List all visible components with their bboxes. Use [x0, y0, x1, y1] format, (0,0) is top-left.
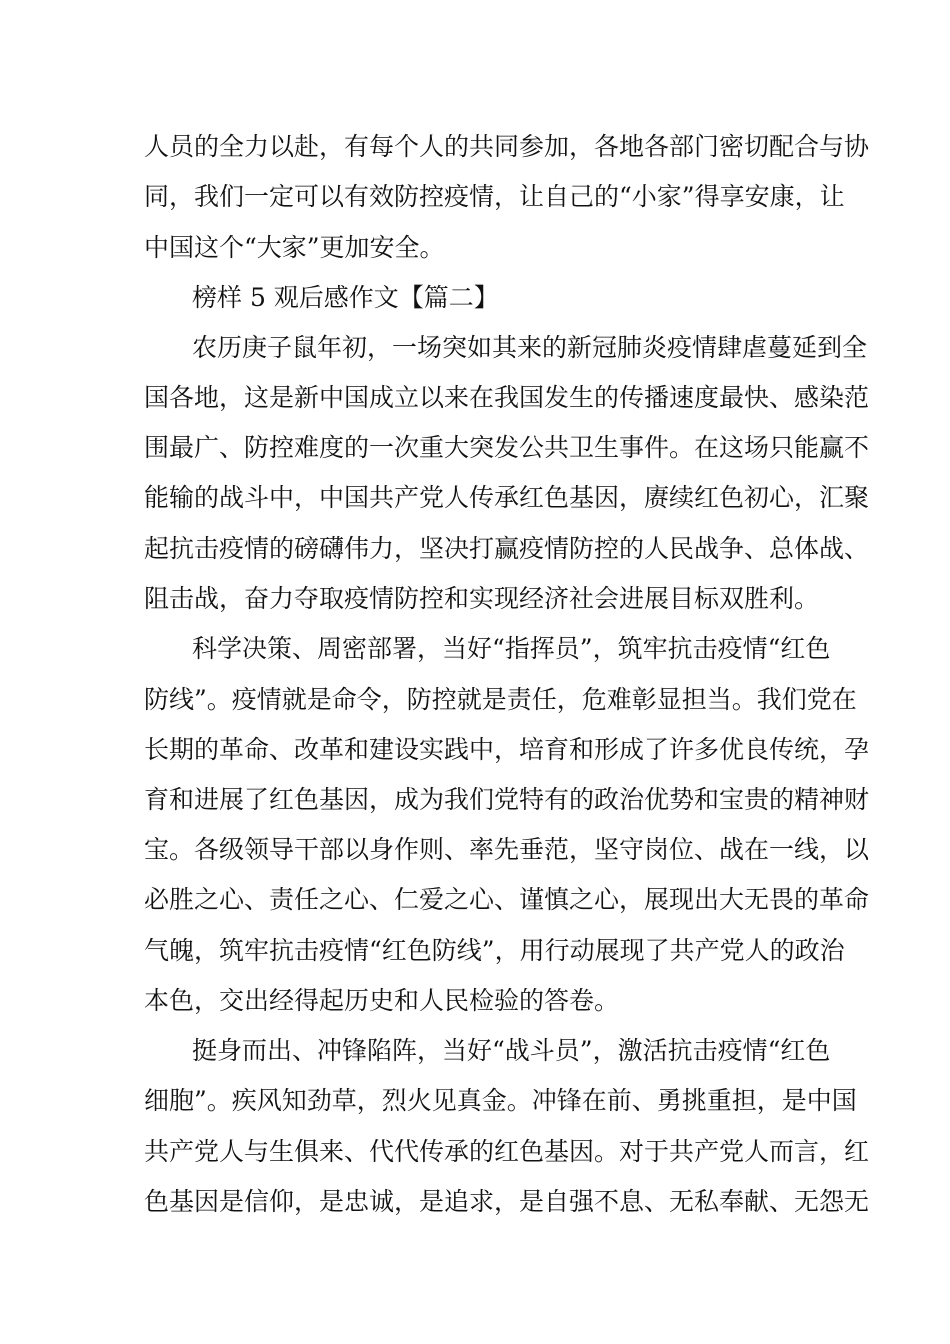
body-text-line: 同，我们一定可以有效防控疫情，让自己的“小家”得享安康，让 [144, 182, 845, 211]
body-text-line: 本色，交出经得起历史和人民检验的答卷。 [144, 986, 620, 1015]
body-text-line: 国各地，这是新中国成立以来在我国发生的传播速度最快、感染范 [144, 383, 870, 412]
body-text-line: 共产党人与生俱来、代代传承的红色基因。对于共产党人而言，红 [144, 1137, 870, 1166]
body-text-line: 长期的革命、改革和建设实践中，培育和形成了许多优良传统，孕 [144, 735, 870, 764]
body-text-line: 农历庚子鼠年初，一场突如其来的新冠肺炎疫情肆虐蔓延到全 [192, 333, 868, 362]
body-text-line: 防线”。疫情就是命令，防控就是责任，危难彰显担当。我们党在 [144, 685, 857, 714]
body-text-line: 起抗击疫情的磅礴伟力，坚决打赢疫情防控的人民战争、总体战、 [144, 534, 870, 563]
body-text-line: 围最广、防控难度的一次重大突发公共卫生事件。在这场只能赢不 [144, 433, 870, 462]
body-text-line: 科学决策、周密部署，当好“指挥员”，筑牢抗击疫情“红色 [192, 634, 831, 663]
body-text-line: 能输的战斗中，中国共产党人传承红色基因，赓续红色初心，汇聚 [144, 483, 870, 512]
section-heading: 榜样 5 观后感作文【篇二】 [192, 283, 499, 312]
body-text-line: 色基因是信仰，是忠诚，是追求，是自强不息、无私奉献、无怨无 [144, 1187, 870, 1216]
body-text-line: 气魄，筑牢抗击疫情“红色防线”，用行动展现了共产党人的政治 [144, 936, 845, 965]
body-text-line: 中国这个“大家”更加安全。 [144, 233, 445, 262]
body-text-line: 育和进展了红色基因，成为我们党特有的政治优势和宝贵的精神财 [144, 785, 870, 814]
body-text-line: 细胞”。疾风知劲草，烈火见真金。冲锋在前、勇挑重担，是中国 [144, 1086, 857, 1115]
body-text-line: 阻击战，奋力夺取疫情防控和实现经济社会进展目标双胜利。 [144, 584, 820, 613]
body-text-line: 挺身而出、冲锋陷阵，当好“战斗员”，激活抗击疫情“红色 [192, 1036, 831, 1065]
body-text-line: 宝。各级领导干部以身作则、率先垂范，坚守岗位、战在一线，以 [144, 835, 870, 864]
body-text-line: 人员的全力以赴，有每个人的共同参加，各地各部门密切配合与协 [144, 132, 870, 161]
body-text-line: 必胜之心、责任之心、仁爱之心、谨慎之心，展现出大无畏的革命 [144, 885, 870, 914]
